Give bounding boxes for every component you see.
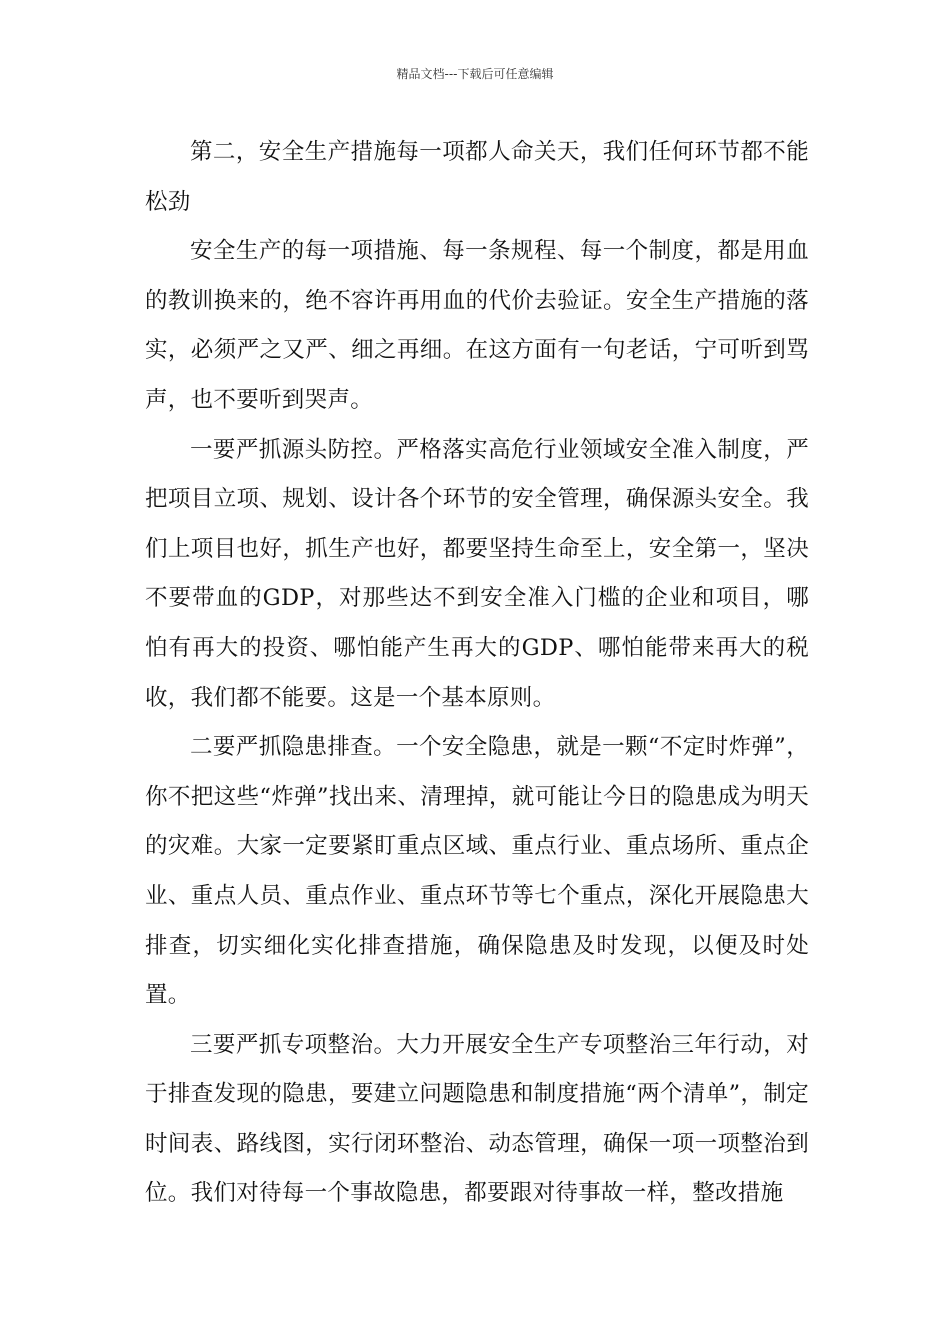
page-header: 精品文档---下载后可任意编辑: [396, 67, 554, 81]
paragraph-intro: 安全生产的每一项措施、每一条规程、每一个制度，都是用血的教训换来的，绝不容许再用血的代价去验证。安全生产措施的落实，必须严之又严、细之再细。在这方面有一句老话，宁可听到骂声，也不要听到哭声。: [145, 238, 809, 413]
paragraph-source-control: 一要严抓源头防控。严格落实高危行业领域安全准入制度，严把项目立项、规划、设计各个环节的安全管理，确保源头安全。我们上项目也好，抓生产也好，都要坚持生命至上，安全第一，坚决不要带血的GDP，对那些达不到安全准入门槛的企业和项目，哪怕有再大的投资、哪怕能产生再大的GDP、哪怕能带来再大的税收，我们都不能要。这是一个基本原则。: [145, 436, 809, 711]
paragraph-section-heading: 第二，安全生产措施每一项都人命关天，我们任何环节都不能松劲: [145, 139, 809, 215]
document-body: [145, 128, 809, 1219]
paragraph-hazard-inspection: 二要严抓隐患排查。一个安全隐患，就是一颗“不定时炸弹”，你不把这些“炸弹”找出来、清理掉，就可能让今日的隐患成为明天的灾难。大家一定要紧盯重点区域、重点行业、重点场所、重点企业、重点人员、重点作业、重点环节等七个重点，深化开展隐患大排查，切实细化实化排查措施，确保隐患及时发现，以便及时处置。: [145, 734, 809, 1009]
paragraph-special-rectification: 三要严抓专项整治。大力开展安全生产专项整治三年行动，对于排查发现的隐患，要建立问题隐患和制度措施“两个清单”，制定时间表、路线图，实行闭环整治、动态管理，确保一项一项整治到位。我们对待每一个事故隐患，都要跟对待事故一样，整改措施: [145, 1031, 809, 1207]
